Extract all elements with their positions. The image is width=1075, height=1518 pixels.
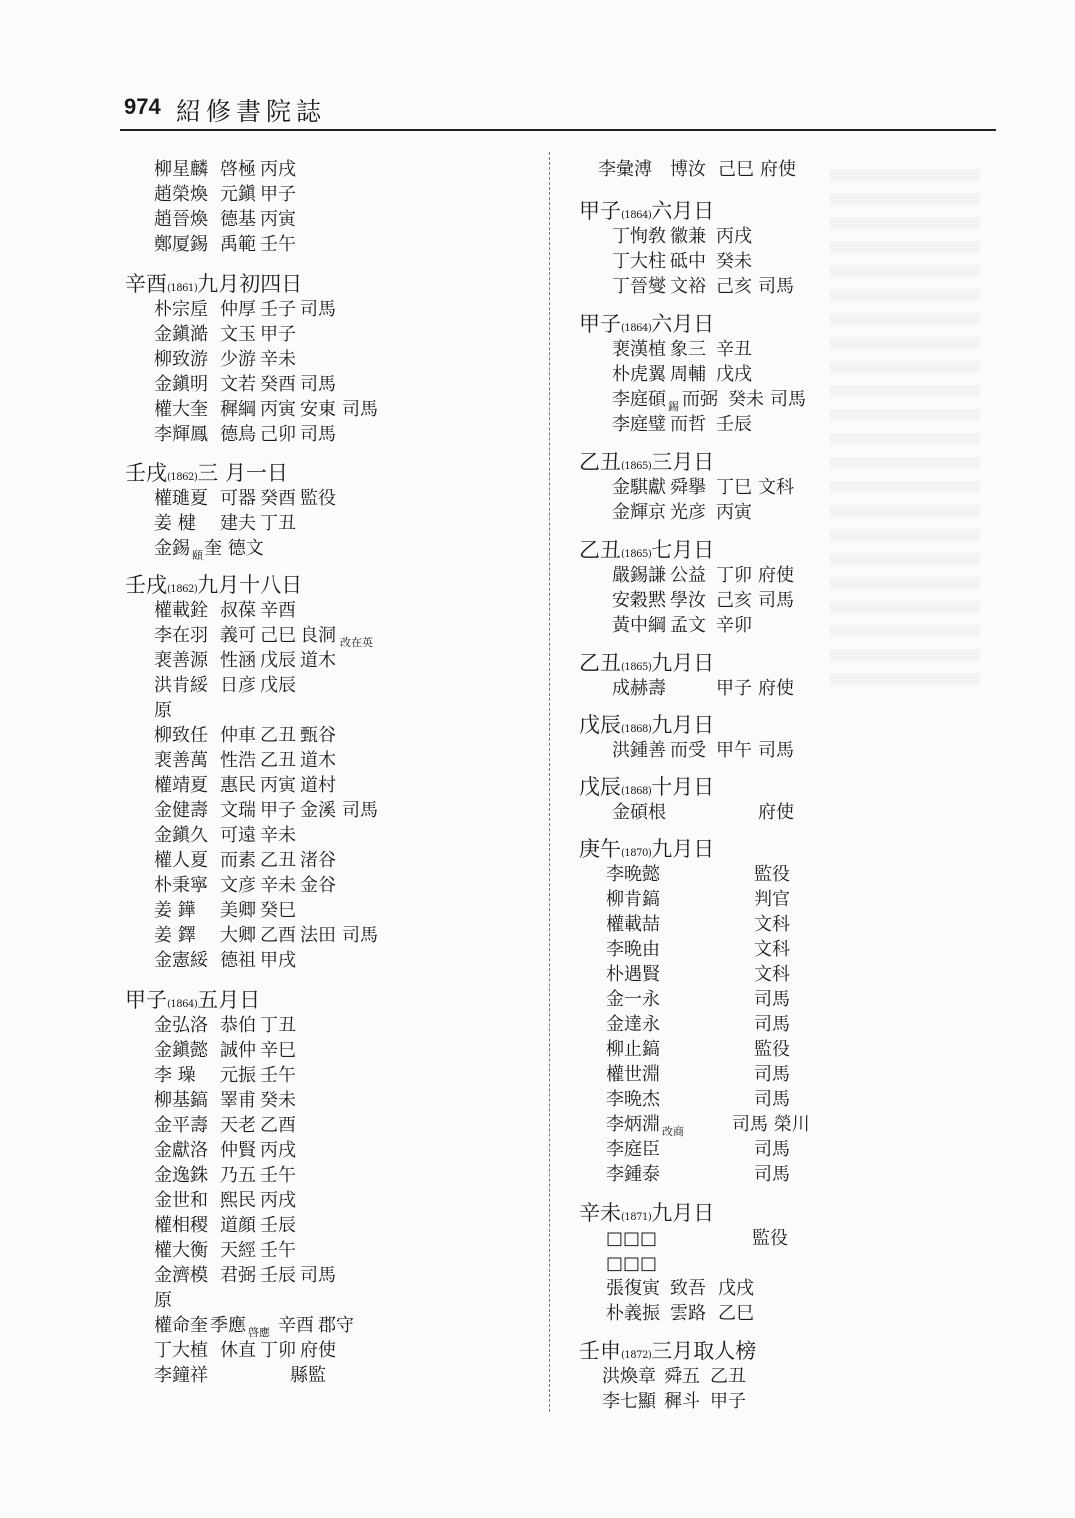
entry-name: 姜 鐸 — [154, 925, 196, 946]
entry-style: 仲賢 — [220, 1140, 256, 1161]
entry-birth: 丙寅 — [260, 209, 296, 230]
entry-style: 天老 — [220, 1115, 256, 1136]
entry-name: 黃中綱 — [612, 615, 666, 636]
entry-name: 權靖夏 — [154, 775, 208, 796]
entry-origin: 司馬 — [758, 590, 794, 611]
entry-birth: 甲子 — [710, 1391, 746, 1412]
entry-name: 金碩根 — [612, 802, 666, 823]
entry-birth: 己巳 — [718, 159, 754, 180]
entry-style: 文裕 — [670, 276, 706, 297]
entry-name: 金一永 — [606, 989, 660, 1010]
entry-name: 金鎭久 — [154, 825, 208, 846]
entry-origin: 金谷 — [300, 875, 336, 896]
entry-origin: 安東 — [300, 399, 336, 420]
entry-origin: 府使 — [300, 1340, 336, 1361]
entry-name: 李鍾泰 — [606, 1164, 660, 1185]
heading-year: (1861) — [167, 283, 198, 294]
entry-title: 縣監 — [290, 1365, 326, 1386]
heading-date: 五月日 — [197, 988, 261, 1012]
entry-origin: 監役 — [300, 488, 336, 509]
entry-name: 李輝鳳 — [154, 424, 208, 445]
entry-title: 司馬 — [754, 1064, 790, 1085]
entry-origin: 司馬 — [300, 299, 336, 320]
entry-name: 權命奎 — [154, 1315, 208, 1336]
heading-date: 九月日 — [651, 1201, 715, 1225]
entry-style: 文瑞 — [220, 800, 256, 821]
heading-date: 九月初四日 — [197, 272, 303, 296]
entry-title: 司馬 — [754, 1164, 790, 1185]
heading-ganzhi: 辛未 — [579, 1201, 621, 1225]
entry-title: 司馬 — [342, 925, 378, 946]
entry-name: 柳致游 — [154, 349, 208, 370]
entry-style: 德鳥 — [220, 424, 256, 445]
entry-name: 金世和 — [154, 1190, 208, 1211]
entry-origin: 渚谷 — [300, 850, 336, 871]
right-column — [540, 0, 960, 1518]
heading-ganzhi: 辛酉 — [125, 272, 167, 296]
heading-year: (1865) — [621, 549, 652, 560]
entry-birth: 壬辰 — [260, 1215, 296, 1236]
heading-date: 三月日 — [651, 450, 715, 474]
entry-birth: 戊辰 — [260, 650, 296, 671]
heading-year: (1865) — [621, 662, 652, 673]
entry-origin: 文科 — [758, 477, 794, 498]
entry-title: 文科 — [754, 914, 790, 935]
entry-name: 權載銓 — [154, 600, 208, 621]
entry-birth: 壬子 — [260, 299, 296, 320]
entry-name: 洪鍾善 — [612, 740, 666, 761]
entry-birth: 辛未 — [260, 875, 296, 896]
entry-name: 李 璪 — [154, 1065, 196, 1086]
entry-name: 權世淵 — [606, 1064, 660, 1085]
heading-date: 九月日 — [651, 651, 715, 675]
entry-style: 公益 — [670, 565, 706, 586]
entry-birth: 乙丑 — [260, 725, 296, 746]
entry-origin: 良洞 — [300, 625, 336, 646]
entry-title: 司馬 — [770, 389, 806, 410]
entry-style: 象三 — [670, 339, 706, 360]
entry-title: 司馬 — [342, 399, 378, 420]
entry-title: 改在英 — [340, 636, 373, 649]
heading-ganzhi: 壬申 — [579, 1339, 621, 1363]
entry-name: 權相稷 — [154, 1215, 208, 1236]
entry-name: 鄭厦錫 — [154, 234, 208, 255]
entry-origin: 府使 — [760, 159, 796, 180]
entry-style: 季應 — [210, 1315, 246, 1336]
entry-name: □□□ — [606, 1253, 658, 1274]
entry-birth: 丙寅 — [260, 399, 296, 420]
entry-name: 李庭碩 — [612, 389, 666, 410]
entry-origin: 司馬 — [300, 374, 336, 395]
entry-style: 天經 — [220, 1240, 256, 1261]
entry-style: 雲路 — [670, 1303, 706, 1324]
heading-ganzhi: 庚午 — [579, 837, 621, 861]
entry-name: 金騏獻 — [612, 477, 666, 498]
entry-birth: 壬午 — [260, 1165, 296, 1186]
entry-name: 朴秉寧 — [154, 875, 208, 896]
heading-year: (1868) — [621, 786, 652, 797]
entry-name: 李晩由 — [606, 939, 660, 960]
entry-birth: 癸巳 — [260, 900, 296, 921]
entry-name: 金錫 — [154, 538, 190, 559]
entry-birth: 丙寅 — [260, 775, 296, 796]
entry-origin: 道木 — [300, 750, 336, 771]
entry-birth: 戊戌 — [716, 364, 752, 385]
heading-ganzhi: 壬戌 — [125, 573, 167, 597]
entry-name: 丁大柱 — [612, 251, 666, 272]
entry-birth: 辛未 — [260, 825, 296, 846]
entry-note: 啓應 — [248, 1326, 270, 1339]
entry-name: 金鎭澔 — [154, 324, 208, 345]
entry-style: 睪甫 — [220, 1090, 256, 1111]
entry-name: 柳星麟 — [154, 159, 208, 180]
entry-name: 李鐘祥 — [154, 1365, 208, 1386]
entry-style: 道顔 — [220, 1215, 256, 1236]
entry-style: 性涵 — [220, 650, 256, 671]
entry-name: 原 — [154, 1290, 172, 1311]
entry-birth: 乙丑 — [260, 850, 296, 871]
entry-style: 大卿 — [220, 925, 256, 946]
entry-birth: 甲戌 — [260, 950, 296, 971]
entry-name: 李七顯 — [602, 1391, 656, 1412]
entry-birth: 丁卯 — [716, 565, 752, 586]
entry-style: 砥中 — [670, 251, 706, 272]
entry-style: 博汝 — [670, 159, 706, 180]
entry-style: 舜五 — [664, 1366, 700, 1387]
entry-title: 司馬 — [754, 989, 790, 1010]
entry-birth: 丁丑 — [260, 1015, 296, 1036]
heading-year: (1864) — [621, 323, 652, 334]
entry-title: 司馬 榮川 — [732, 1114, 810, 1135]
heading-ganzhi: 乙丑 — [579, 651, 621, 675]
entry-birth: 丁丑 — [260, 513, 296, 534]
entry-name: 柳致任 — [154, 725, 208, 746]
entry-birth: 乙酉 — [260, 1115, 296, 1136]
entry-name: 金鎭懿 — [154, 1040, 208, 1061]
entry-origin: 府使 — [758, 678, 794, 699]
entry-style: 休直 — [220, 1340, 256, 1361]
entry-style: 日彦 — [220, 675, 256, 696]
entry-origin: 道木 — [300, 650, 336, 671]
entry-title: 判官 — [754, 889, 790, 910]
entry-title: 監役 — [754, 1039, 790, 1060]
entry-birth: 丁卯 — [260, 1340, 296, 1361]
heading-year: (1872) — [621, 1350, 652, 1361]
entry-birth: 乙酉 — [260, 925, 296, 946]
heading-year: (1870) — [621, 848, 652, 859]
entry-birth: 壬午 — [260, 1240, 296, 1261]
entry-style: 文彦 — [220, 875, 256, 896]
entry-name: 李在羽 — [154, 625, 208, 646]
entry-name: 張復寅 — [606, 1278, 660, 1299]
entry-title: 司馬 — [342, 800, 378, 821]
entry-name: 奎 德文 — [204, 538, 264, 559]
entry-birth: 乙丑 — [260, 750, 296, 771]
entry-name: 裵善源 — [154, 650, 208, 671]
entry-name: 成赫壽 — [612, 678, 666, 699]
entry-title: 文科 — [754, 964, 790, 985]
entry-name: 權璡夏 — [154, 488, 208, 509]
entry-birth: 甲子 — [260, 324, 296, 345]
entry-origin: 甄谷 — [300, 725, 336, 746]
entry-name: 趙榮煥 — [154, 184, 208, 205]
entry-birth: 壬辰 — [260, 1265, 296, 1286]
heading-ganzhi: 乙丑 — [579, 538, 621, 562]
entry-name: 李炳淵 — [606, 1114, 660, 1135]
entry-origin: 司馬 — [758, 276, 794, 297]
entry-name: 丁大植 — [154, 1340, 208, 1361]
entry-style: 元振 — [220, 1065, 256, 1086]
entry-style: 恭伯 — [220, 1015, 256, 1036]
entry-name: 李庭璧 — [612, 414, 666, 435]
entry-birth: 壬辰 — [716, 414, 752, 435]
heading-year: (1864) — [167, 999, 198, 1010]
entry-title: 文科 — [754, 939, 790, 960]
entry-birth: 甲子 — [716, 678, 752, 699]
entry-name: 趙晉煥 — [154, 209, 208, 230]
entry-name: 金獻洛 — [154, 1140, 208, 1161]
entry-name: 金濟模 — [154, 1265, 208, 1286]
entry-name: 金平壽 — [154, 1115, 208, 1136]
entry-style: 禹範 — [220, 234, 256, 255]
entry-birth: 癸未 — [728, 389, 764, 410]
heading-date: 六月日 — [651, 199, 715, 223]
entry-style: 仲車 — [220, 725, 256, 746]
entry-style: 學汝 — [670, 590, 706, 611]
entry-name: 朴宗垕 — [154, 299, 208, 320]
entry-birth: 癸未 — [716, 251, 752, 272]
entry-name: 裵漢植 — [612, 339, 666, 360]
entry-style: 性浩 — [220, 750, 256, 771]
entry-style: 而素 — [220, 850, 256, 871]
entry-style: 徽兼 — [670, 226, 706, 247]
entry-birth: 辛未 — [260, 349, 296, 370]
entry-style: 孟文 — [670, 615, 706, 636]
heading-ganzhi: 戊辰 — [579, 713, 621, 737]
entry-note: 錫 — [668, 400, 679, 413]
entry-name: 姜 楗 — [154, 513, 196, 534]
entry-name: 金弘洛 — [154, 1015, 208, 1036]
entry-style: 而弼 — [682, 389, 718, 410]
heading-year: (1865) — [621, 461, 652, 472]
entry-name: 權大衡 — [154, 1240, 208, 1261]
heading-date: 七月日 — [651, 538, 715, 562]
entry-name: □□□ — [606, 1228, 658, 1249]
entry-style: 可遠 — [220, 825, 256, 846]
entry-name: 丁恂敎 — [612, 226, 666, 247]
heading-date: 十月日 — [651, 775, 715, 799]
entry-title: 監役 — [752, 1228, 788, 1249]
entry-title: 司馬 — [754, 1089, 790, 1110]
page-number: 974 — [124, 94, 161, 119]
heading-ganzhi: 甲子 — [125, 988, 167, 1012]
heading-date: 九月日 — [651, 837, 715, 861]
entry-birth: 癸酉 — [260, 488, 296, 509]
entry-origin: 司馬 — [758, 740, 794, 761]
entry-style: 可器 — [220, 488, 256, 509]
entry-style: 德基 — [220, 209, 256, 230]
entry-style: 光彦 — [670, 502, 706, 523]
entry-name: 丁晉燮 — [612, 276, 666, 297]
entry-name: 洪肯綏 — [154, 675, 208, 696]
entry-style: 而哲 — [670, 414, 706, 435]
entry-name: 柳肯鎬 — [606, 889, 660, 910]
entry-birth: 甲子 — [260, 800, 296, 821]
entry-birth: 丙戌 — [260, 1190, 296, 1211]
entry-birth: 己亥 — [716, 276, 752, 297]
entry-style: 文玉 — [220, 324, 256, 345]
entry-style: 義可 — [220, 625, 256, 646]
entry-name: 柳止鎬 — [606, 1039, 660, 1060]
entry-name: 原 — [154, 700, 172, 721]
entry-birth: 壬午 — [260, 1065, 296, 1086]
entry-name: 裵善萬 — [154, 750, 208, 771]
book-title: 紹修書院誌 — [176, 97, 327, 126]
entry-birth: 壬午 — [260, 234, 296, 255]
entry-origin: 府使 — [758, 802, 794, 823]
entry-origin: 府使 — [758, 565, 794, 586]
entry-birth: 戊戌 — [718, 1278, 754, 1299]
heading-year: (1864) — [621, 210, 652, 221]
entry-style: 德祖 — [220, 950, 256, 971]
entry-name: 朴虎翼 — [612, 364, 666, 385]
heading-year: (1862) — [167, 472, 198, 483]
entry-style: 惠民 — [220, 775, 256, 796]
entry-birth: 戊辰 — [260, 675, 296, 696]
entry-birth: 己亥 — [716, 590, 752, 611]
entry-title: 司馬 — [754, 1014, 790, 1035]
left-column — [0, 0, 420, 1518]
entry-name: 金達永 — [606, 1014, 660, 1035]
entry-origin: 司馬 — [300, 1265, 336, 1286]
entry-style: 舜擧 — [670, 477, 706, 498]
entry-birth: 辛酉 — [260, 600, 296, 621]
entry-birth: 辛卯 — [716, 615, 752, 636]
heading-year: (1862) — [167, 584, 198, 595]
entry-name: 權人夏 — [154, 850, 208, 871]
entry-name: 姜 鏵 — [154, 900, 196, 921]
entry-name: 嚴錫謙 — [612, 565, 666, 586]
heading-date: 三月取人榜 — [651, 1339, 757, 1363]
entry-style: 乃五 — [220, 1165, 256, 1186]
entry-note: 頤 — [192, 549, 203, 562]
entry-birth: 己巳 — [260, 625, 296, 646]
entry-style: 元鎭 — [220, 184, 256, 205]
entry-birth: 癸酉 — [260, 374, 296, 395]
entry-birth: 丁巳 — [716, 477, 752, 498]
entry-style: 周輔 — [670, 364, 706, 385]
entry-name: 洪煥章 — [602, 1366, 656, 1387]
heading-date: 九月日 — [651, 713, 715, 737]
entry-name: 朴遇賢 — [606, 964, 660, 985]
heading-year: (1868) — [621, 724, 652, 735]
entry-name: 李晩懿 — [606, 864, 660, 885]
entry-style: 仲厚 — [220, 299, 256, 320]
entry-name: 權大奎 — [154, 399, 208, 420]
heading-date: 六月日 — [651, 312, 715, 336]
entry-birth: 丙寅 — [716, 502, 752, 523]
entry-name: 金鎭明 — [154, 374, 208, 395]
entry-birth: 乙丑 — [710, 1366, 746, 1387]
entry-origin: 道村 — [300, 775, 336, 796]
entry-title: 監役 — [754, 864, 790, 885]
heading-ganzhi: 乙丑 — [579, 450, 621, 474]
entry-origin: 法田 — [300, 925, 336, 946]
entry-style: 文若 — [220, 374, 256, 395]
heading-date: 三 月一日 — [197, 461, 288, 485]
entry-birth: 辛酉 — [278, 1315, 314, 1336]
entry-style: 少游 — [220, 349, 256, 370]
entry-title: 司馬 — [754, 1139, 790, 1160]
heading-ganzhi: 壬戌 — [125, 461, 167, 485]
entry-style: 美卿 — [220, 900, 256, 921]
heading-ganzhi: 甲子 — [579, 199, 621, 223]
entry-style: 建夫 — [220, 513, 256, 534]
entry-name: 朴義振 — [606, 1303, 660, 1324]
entry-birth: 癸未 — [260, 1090, 296, 1111]
entry-birth: 辛巳 — [260, 1040, 296, 1061]
entry-origin: 郡守 — [318, 1315, 354, 1336]
entry-style: 而受 — [670, 740, 706, 761]
entry-name: 李彙溥 — [598, 159, 652, 180]
entry-style: 致吾 — [670, 1278, 706, 1299]
entry-style: 穉綱 — [220, 399, 256, 420]
entry-name: 金憲綏 — [154, 950, 208, 971]
entry-origin: 金溪 — [300, 800, 336, 821]
entry-name: 李晩杰 — [606, 1089, 660, 1110]
entry-style: 熙民 — [220, 1190, 256, 1211]
entry-style: 啓極 — [220, 159, 256, 180]
entry-name: 金健壽 — [154, 800, 208, 821]
entry-birth: 甲午 — [716, 740, 752, 761]
entry-name: 權載喆 — [606, 914, 660, 935]
entry-birth: 乙巳 — [718, 1303, 754, 1324]
entry-style: 叔葆 — [220, 600, 256, 621]
heading-year: (1871) — [621, 1212, 652, 1223]
entry-style: 君弼 — [220, 1265, 256, 1286]
entry-name: 李庭臣 — [606, 1139, 660, 1160]
entry-birth: 甲子 — [260, 184, 296, 205]
entry-birth: 丙戌 — [716, 226, 752, 247]
entry-origin: 司馬 — [300, 424, 336, 445]
entry-name: 金輝京 — [612, 502, 666, 523]
entry-style: 誠仲 — [220, 1040, 256, 1061]
entry-birth: 丙戌 — [260, 159, 296, 180]
entry-name: 柳基鎬 — [154, 1090, 208, 1111]
entry-name: 安穀黙 — [612, 590, 666, 611]
entry-birth: 丙戌 — [260, 1140, 296, 1161]
heading-ganzhi: 戊辰 — [579, 775, 621, 799]
heading-date: 九月十八日 — [197, 573, 303, 597]
entry-birth: 己卯 — [260, 424, 296, 445]
entry-birth: 辛丑 — [716, 339, 752, 360]
entry-style: 穉斗 — [664, 1391, 700, 1412]
heading-ganzhi: 甲子 — [579, 312, 621, 336]
entry-name: 金逸銖 — [154, 1165, 208, 1186]
entry-note: 改商 — [662, 1125, 684, 1138]
